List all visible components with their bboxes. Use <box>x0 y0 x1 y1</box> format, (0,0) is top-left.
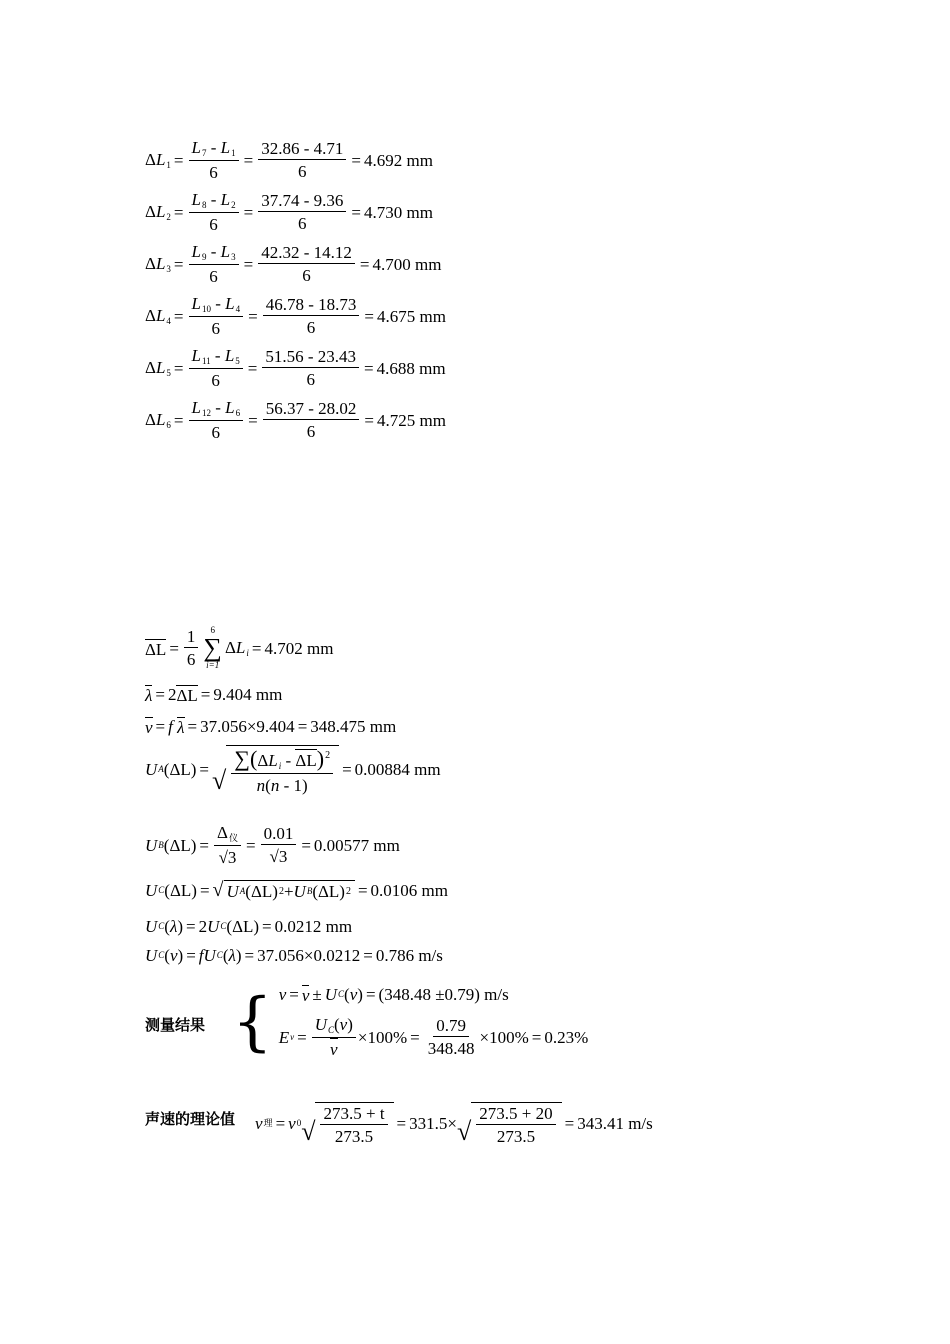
theory-formula: v 理 = v 0 √ $\frac{273.5 + t}{273.5}$ = 331.5 × √ $\frac{273.5 + 20}{273.5}$ = 343.41 m/s <box>255 1104 653 1146</box>
delta-l-row: $\Delta L_2$ = $\frac{L_8 - L_2}{6}$ = $\frac{37.74 - 9.36}{6}$ = 4.730 mm <box>145 190 433 234</box>
uc-formula: U C (ΔL) = √ U A (ΔL) 2 + U B (ΔL) 2 = 0.0106 mm <box>145 879 448 901</box>
ua-formula: U A (ΔL) = √ $\frac{\sum(\Delta L_i - \Delta L)^2}{n(n - 1)}$ = 0.00884 mm <box>145 746 441 795</box>
delta-l-row: $\Delta L_1$ = $\frac{L_7 - L_1}{6}$ = $\frac{32.86 - 4.71}{6}$ = 4.692 mm <box>145 138 433 182</box>
measure-result: { v = v ± U C (v) = (348.48 ±0.79) m/s E v = $\frac{U_C(v)}{v}$ ×100% = $\frac{0.79}{348.48}$ ×100% = 0.23% <box>232 984 589 1059</box>
lambda-formula: λ = 2 ΔL = 9.404 mm <box>145 685 283 705</box>
measure-label: 测量结果 <box>145 1016 206 1034</box>
uc-lambda-formula: U C (λ) = 2 U C (ΔL) = 0.0212 mm <box>145 917 353 936</box>
sqrt-ua: √ $\frac{\sum(\Delta L_i - \Delta L)^2}{n(n - 1)}$ <box>212 745 339 794</box>
uc-v-formula: U C (v) = f U C (λ) = 37.056×0.0212 = 0.786 m/s <box>145 946 443 965</box>
theory-label: 声速的理论值 <box>145 1110 236 1128</box>
mean-delta-l-formula: ΔL = $\frac{1}{6}$ 6 ∑ i=1 $\Delta L_i$ = 4.702 mm <box>145 625 334 670</box>
ub-formula: U B (ΔL) = $\frac{\Delta_仪}{√3}$ = $\frac{0.01}{√3}$ = 0.00577 mm <box>145 823 400 867</box>
sum-symbol: 6 ∑ i=1 <box>203 625 222 670</box>
delta-l-row: $\Delta L_3$ = $\frac{L_9 - L_3}{6}$ = $\frac{42.32 - 14.12}{6}$ = 4.700 mm <box>145 242 442 286</box>
velocity-formula: v = f λ = 37.056×9.404 = 348.475 mm <box>145 717 397 737</box>
delta-l-row: $\Delta L_4$ = $\frac{L_{10} - L_4}{6}$ = $\frac{46.78 - 18.73}{6}$ = 4.675 mm <box>145 294 446 338</box>
delta-l-row: $\Delta L_5$ = $\frac{L_{11} - L_5}{6}$ = $\frac{51.56 - 23.43}{6}$ = 4.688 mm <box>145 346 446 390</box>
delta-l-row: $\Delta L_6$ = $\frac{L_{12} - L_6}{6}$ = $\frac{56.37 - 28.02}{6}$ = 4.725 mm <box>145 398 446 442</box>
